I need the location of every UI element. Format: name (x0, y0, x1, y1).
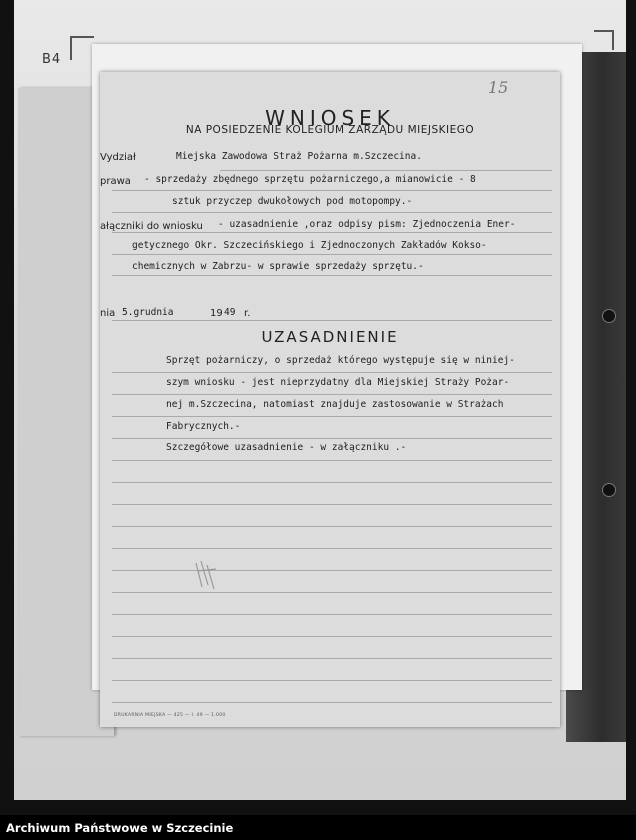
ruled-line (112, 526, 552, 527)
ink-mark (192, 557, 222, 593)
attachments-line-2: getycznego Okr. Szczecińskiego i Zjednoczonych Zakładów Kokso- (132, 240, 487, 251)
justification-line: nej m.Szczecina, natomiast znajduje zastosowanie w Strażach (166, 399, 504, 410)
justification-line: Fabrycznych.- (166, 421, 241, 432)
ruled-line (112, 504, 552, 505)
ruled-line (112, 275, 552, 276)
corner-mark-left (70, 36, 94, 60)
matter-line-2: sztuk przyczep dwukołowych pod motopompy.- (172, 196, 413, 207)
year-value: 49 (224, 307, 236, 318)
attachments-label: ałączniki do wniosku (100, 221, 203, 232)
reference-mark: B4 (42, 52, 62, 67)
ruled-line (112, 548, 552, 549)
ruled-line (112, 416, 552, 417)
justification-line: Sprzęt pożarniczy, o sprzedaż którego występuje się w niniej- (166, 355, 515, 366)
punch-hole (602, 483, 616, 497)
ruled-line (112, 232, 552, 233)
matter-label: prawa (100, 176, 131, 187)
ruled-line (112, 702, 552, 703)
document-sheet (100, 72, 560, 727)
justification-heading: UZASADNIENIE (261, 328, 399, 346)
ruled-line (112, 680, 552, 681)
ruled-line (112, 636, 552, 637)
corner-mark-right (594, 30, 614, 50)
matter-line-1: - sprzedaży zbędnego sprzętu pożarniczego,a mianowicie - 8 (144, 174, 476, 185)
date-label: nia (100, 308, 116, 319)
ruled-line (112, 438, 552, 439)
page-number: 15 (488, 78, 509, 97)
document-subtitle: NA POSIEDZENIE KOLEGIUM ZARZĄDU MIEJSKIEGO (185, 124, 475, 136)
archive-label: Archiwum Państwowe w Szczecinie (6, 821, 234, 835)
attachments-line-1: - uzasadnienie ,oraz odpisy pism: Zjednoczenia Ener- (218, 219, 516, 230)
year-prefix: 19 (210, 308, 223, 319)
archive-bar (0, 815, 636, 840)
document-title: WNIOSEK (265, 106, 395, 130)
ruled-line (112, 212, 552, 213)
ruled-line (112, 460, 552, 461)
punch-hole (602, 309, 616, 323)
justification-line: szym wniosku - jest nieprzydatny dla Miejskiej Straży Pożar- (166, 377, 510, 388)
ruled-line (220, 170, 552, 171)
ruled-line (112, 592, 552, 593)
ruled-line (112, 614, 552, 615)
ruled-line (112, 482, 552, 483)
department-value: Miejska Zawodowa Straż Pożarna m.Szczecina. (176, 151, 422, 162)
ruled-line (112, 320, 552, 321)
date-value: 5.grudnia (122, 307, 174, 318)
ruled-line (112, 254, 552, 255)
ruled-line (112, 570, 552, 571)
printer-imprint: DRUKARNIA MIEJSKA — 425 — I. 49 — 1.000 (114, 713, 226, 718)
ruled-line (112, 190, 552, 191)
ruled-line (112, 394, 552, 395)
year-suffix: r. (244, 308, 251, 319)
attachments-line-3: chemicznych w Zabrzu- w sprawie sprzedaży sprzętu.- (132, 261, 424, 272)
ruled-line (112, 658, 552, 659)
justification-line: Szczegółowe uzasadnienie - w załączniku .- (166, 442, 407, 453)
department-label: Vydział (100, 152, 136, 163)
ruled-line (112, 372, 552, 373)
